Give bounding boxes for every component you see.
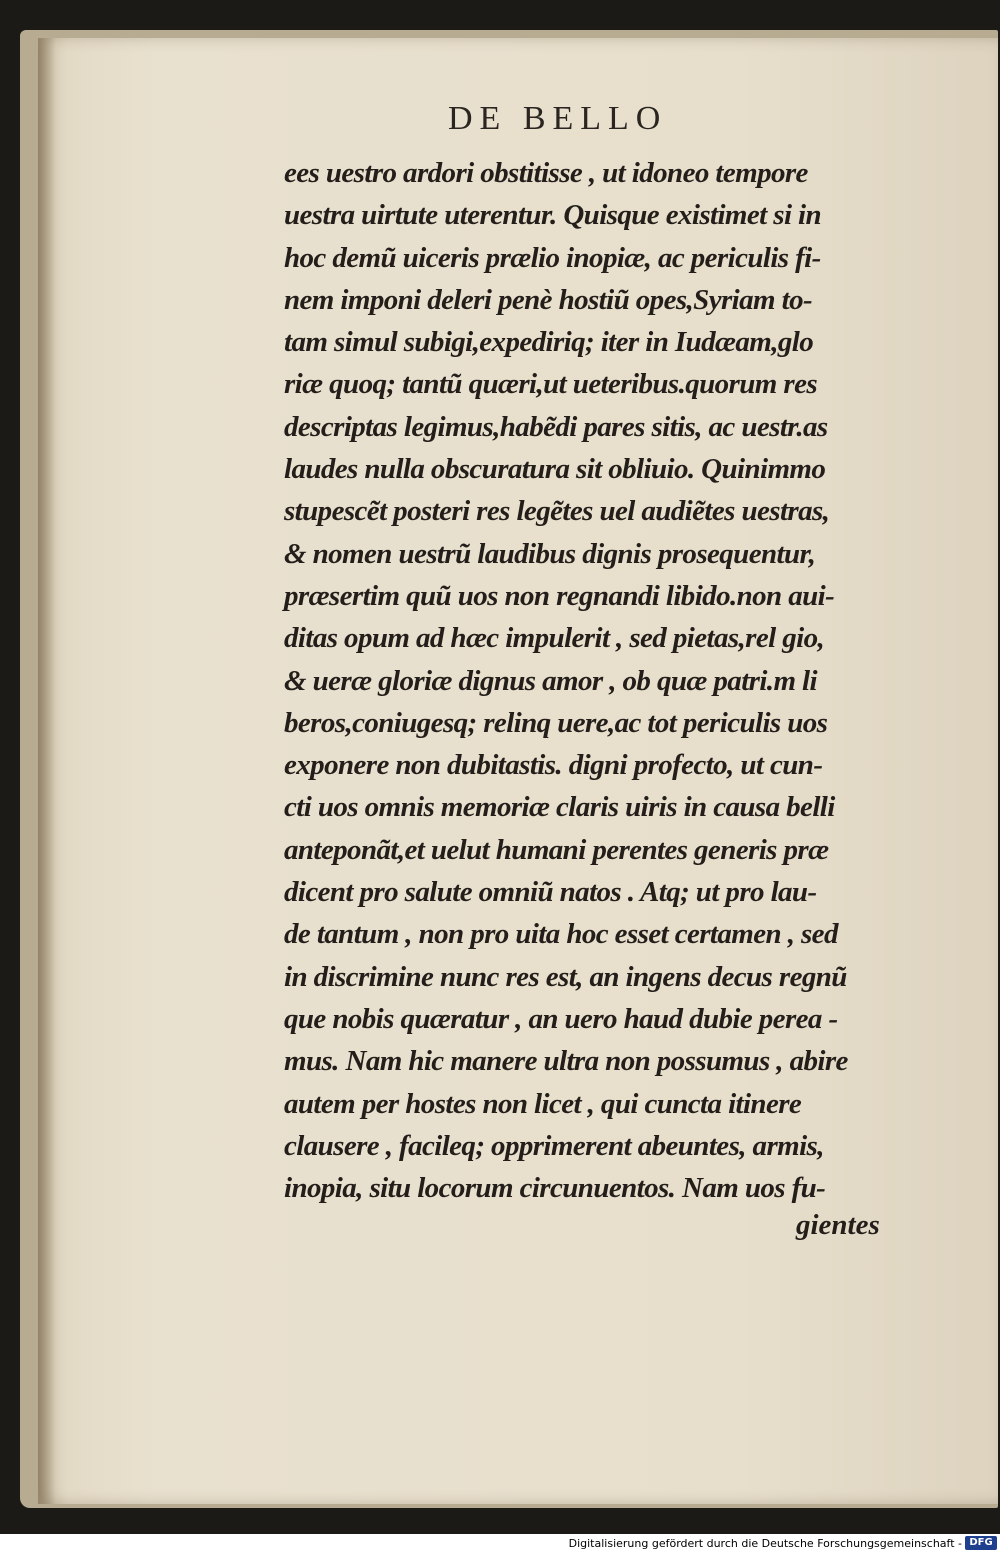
text-line: hoc demũ uiceris prælio inopiæ, ac periculis fi-	[284, 241, 821, 274]
text-line: uestra uirtute uterentur. Quisque existimet si in	[284, 199, 822, 232]
text-line: mus. Nam hic manere ultra non possumus , abire	[284, 1045, 848, 1078]
text-line: que nobis quæratur , an uero haud dubie perea -	[284, 1002, 838, 1035]
text-line: beros,coniugesq; relinq uere,ac tot periculis uos	[284, 706, 828, 739]
page-gutter-shadow	[38, 38, 56, 1504]
text-line: & nomen uestrũ laudibus dignis prosequentur,	[284, 537, 816, 570]
text-line: & ueræ gloriæ dignus amor , ob quæ patri.m li	[284, 664, 817, 697]
text-line: præsertim quũ uos non regnandi libido.non aui-	[284, 579, 835, 612]
text-line: autem per hostes non licet , qui cuncta itinere	[284, 1087, 802, 1120]
text-line: laudes nulla obscuratura sit obliuio. Quinimmo	[284, 453, 826, 486]
text-line: de tantum , non pro uita hoc esset certamen , sed	[284, 918, 838, 951]
text-line: ees uestro ardori obstitisse , ut idoneo tempore	[284, 157, 808, 189]
text-line: riæ quoq; tantũ quæri,ut ueteribus.quorum res	[284, 368, 818, 401]
text-line: inopia, situ locorum circunuentos. Nam uos fu-	[284, 1172, 826, 1205]
text-line: anteponãt,et uelut humani perentes generis præ	[284, 833, 829, 866]
text-line: dicent pro salute omniũ natos . Atq; ut pro lau-	[284, 876, 817, 909]
text-line: descriptas legimus,habẽdi pares sitis, ac uestr.as	[284, 410, 828, 443]
text-line: clausere , facileq; opprimerent abeuntes, armis,	[284, 1129, 824, 1162]
dfg-logo: DFG	[965, 1536, 997, 1550]
digitization-footer	[0, 1534, 1000, 1554]
text-block	[284, 152, 904, 1209]
running-head-text: DE BELLO	[448, 100, 668, 137]
text-line: stupescẽt posteri res legẽtes uel audiẽtes uestras,	[284, 495, 830, 528]
text-line: in discrimine nunc res est, an ingens decus regnũ	[284, 960, 847, 993]
footer-credit: Digitalisierung gefördert durch die Deutsche Forschungsgemeinschaft -	[568, 1537, 962, 1550]
text-line: ditas opum ad hæc impulerit , sed pietas,rel gio,	[284, 622, 825, 655]
text-line: nem imponi deleri penè hostiũ opes,Syriam to-	[284, 283, 813, 316]
text-line: tam simul subigi,expediriq; iter in Iudæam,glo	[284, 326, 814, 359]
text-line: exponere non dubitastis. digni profecto, ut cun-	[284, 749, 823, 782]
text-line: cti uos omnis memoriæ claris uiris in causa belli	[284, 791, 835, 824]
catchword: gientes	[796, 1209, 880, 1241]
